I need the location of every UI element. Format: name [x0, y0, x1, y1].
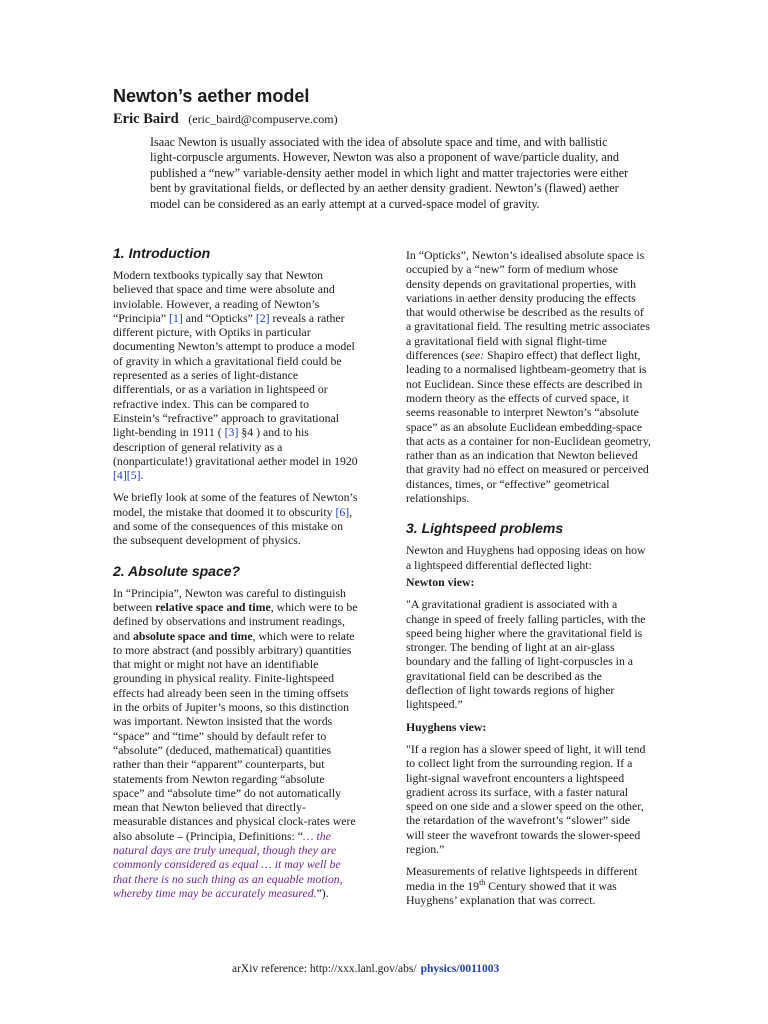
intro-text-d: §4 ) and to his description of general relativity as a (nonparticulate!) gravitational aether model in 1920 [113, 425, 358, 468]
left-column [113, 244, 358, 908]
citation-6[interactable]: [6] [335, 504, 350, 519]
principia-quote: … the natural days are truly unequal, though they are commonly considered as equal … it may well be that there is no such thing as an equable motion, whereby time may be accurately measured. [113, 828, 343, 900]
absolute-text-b: , which were to be defined by observations and instrument readings, and [113, 599, 358, 643]
lightspeed-closing [406, 864, 651, 907]
section-heading-introduction: 1. Introduction [113, 245, 211, 261]
right-column [406, 248, 651, 915]
absolute-space-paragraph [113, 586, 358, 901]
see-label: see: [465, 348, 485, 363]
intro-text-a: Modern textbooks typically say that Newton believed that space and time were absolute and inviolable. However, a reading of Newton’s “Principia” [113, 268, 335, 325]
citation-3[interactable]: [3] [224, 425, 239, 440]
abstract: Isaac Newton is usually associated with the idea of absolute space and time, and with ballistic light-corpuscle arguments. However, Newton was also a proponent of wave/particle duality, and published a “new” variable-density aether model in which light and matter trajectories were either bent by gravitational fields, or deflected by an aether density gradient. Newton’s (flawed) aether model can be considered as an early attempt at a curved-space model of gravity. [150, 135, 629, 211]
section-heading-lightspeed: 3. Lightspeed problems [406, 520, 564, 537]
newton-view-label: Newton view: [406, 574, 475, 589]
opticks-paragraph [406, 248, 651, 505]
citation-1[interactable]: [1] [169, 310, 183, 325]
absolute-text-d: ”). [316, 885, 329, 900]
absolute-text-c: , which were to relate to more abstract (and possibly arbitrary) quantities that might or might not have an identifiable grounding in physical reality. Finite-lightspeed effects had already been seen in the timing offsets in the orbits of Jupiter’s moons, so this distinction was important. Newton insisted that the words “space” and “time” should by default refer to “absolute” (deduced, mathematical) quantities rather than their “apparent” counterparts, but statements from Newton regarding “absolute space” and “absolute time” do not automatically mean that Newton believed that directly-measurable distances and physical clock-rates were also absolute – (Principia, Definitions: “ [113, 628, 356, 843]
citation-4[interactable]: [4] [113, 468, 127, 483]
citation-2[interactable]: [2] [255, 310, 270, 325]
closing-text-b: Century showed that it was Huyghens’ explanation that was correct. [406, 878, 617, 907]
citation-5[interactable]: [5] [126, 468, 141, 483]
author-email: (eric_baird@compuserve.com) [188, 112, 338, 126]
bold-absolute-space: absolute space and time [132, 628, 253, 643]
intro-text-b: and “Opticks” [182, 310, 256, 325]
lightspeed-intro: Newton and Huyghens had opposing ideas on how a lightspeed differential deflected light: [406, 543, 646, 572]
intro-p2-text-a: We briefly look at some of the features of Newton’s model, the mistake that doomed it to obscurity [113, 490, 358, 519]
paper-title: Newton’s aether model [113, 86, 310, 106]
intro-paragraph-2 [113, 490, 358, 547]
huyghens-view-label: Huyghens view: [406, 719, 487, 734]
newton-view-quote: "A gravitational gradient is associated with a change in speed of freely falling particles, with the speed being higher where the gravitational field is stronger. The bending of light at an air-glass boundary and the falling of light-corpuscles in a gravitational field can be described as the deflection of light towards regions of higher lightspeed.” [406, 597, 646, 712]
author-line [113, 111, 338, 128]
intro-paragraph-1 [113, 268, 358, 482]
intro-text-c: reveals a rather different picture, with Optiks in particular documenting Newton’s attempt to produce a model of gravity in which a gravitational field could be represented as a series of light-distance differentials, or as a variation in lightspeed or refractive index. This can be compared to Einstein’s “refractive” approach to gravitational light-bending in 1911 ( [113, 310, 355, 440]
huyghens-view-quote: "If a region has a slower speed of light, it will tend to collect light from the surrounding region. If a light-signal wavefront encounters a lightspeed gradient across its surface, with a faster natural speed on one side and a slower speed on the other, the retardation of the wavefront’s “slower” side will steer the wavefront towards the slower-speed region.” [406, 741, 646, 856]
section-heading-absolute-space: 2. Absolute space? [113, 562, 241, 579]
closing-superscript: th [479, 877, 486, 887]
author-name: Eric Baird [113, 111, 179, 127]
absolute-text-a: In “Principia”, Newton was careful to distinguish between [113, 585, 346, 614]
opticks-text-a: In “Opticks”, Newton’s idealised absolute space is occupied by a “new” form of medium whose density depends on gravitational properties, with variations in aether density producing the effects that would otherwise be described as the results of a gravitational field. The resulting metric associates a gravitational field with signal flight-time differences ( [406, 248, 650, 363]
bold-relative-space: relative space and time [155, 599, 271, 614]
intro-text-e: . [140, 468, 144, 483]
arxiv-footer [232, 963, 499, 975]
arxiv-link[interactable]: physics/0011003 [420, 963, 500, 975]
intro-p2-text-b: , and some of the consequences of this mistake on the subsequent development of physics. [113, 504, 353, 548]
closing-text-a: Measurements of relative lightspeeds in different media in the 19 [406, 864, 638, 893]
footer-label: arXiv reference: http://xxx.lanl.gov/abs/ [232, 963, 417, 975]
opticks-text-b: Shapiro effect) that deflect light, leading to a normalised lightbeam-geometry that is not Euclidean. Since these effects are described in modern theory as the effects of curved space, it seems reasonable to interpret Newton’s “absolute space” as an absolute Euclidean embedding-space that acts as a container for non-Euclidean geometry, rather than as an indication that Newton believed that gravity had no effect on measured or perceived distances, times, or “effective” geometrical relationships. [406, 348, 651, 506]
